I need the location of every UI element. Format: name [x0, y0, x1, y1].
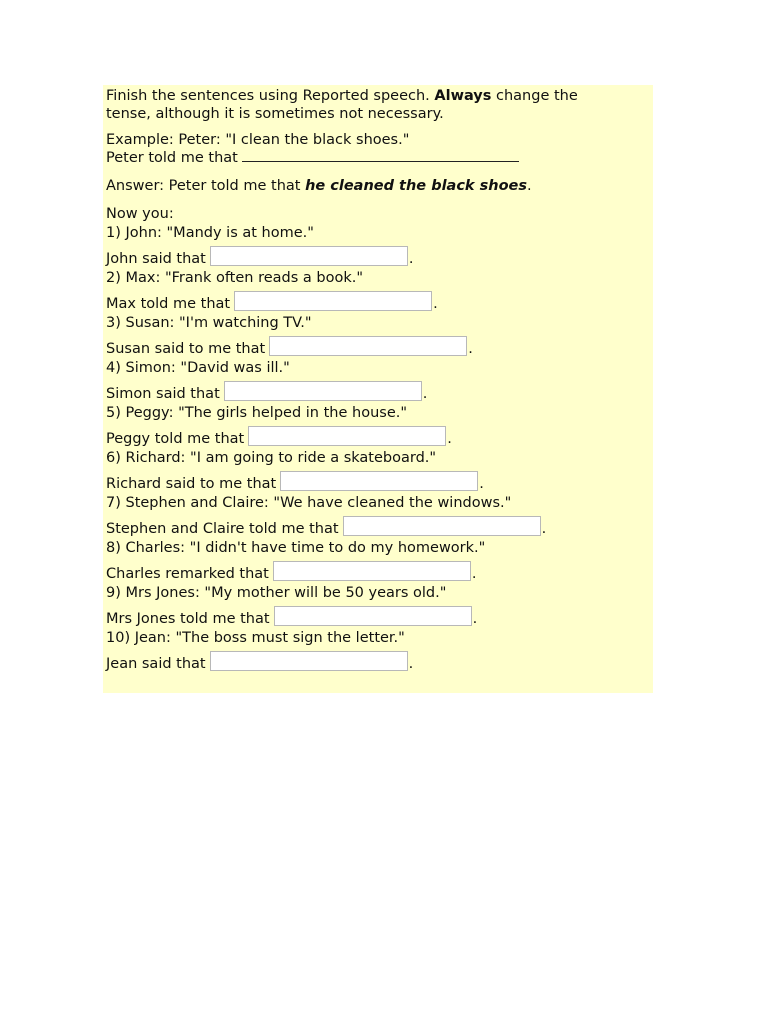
answer-input-8[interactable]	[273, 561, 471, 581]
question-prompt: 2) Max: "Frank often reads a book."	[106, 270, 364, 286]
answer-input-10[interactable]	[210, 651, 408, 671]
sentence-period: .	[471, 566, 477, 582]
sentence-period: .	[468, 341, 473, 357]
instructions-text: Finish the sentences using Reported speech.	[106, 88, 435, 104]
instructions-line-1	[106, 87, 653, 105]
answer-lead-text: Mrs Jones told me that	[106, 611, 270, 627]
example-blank-line	[242, 151, 519, 162]
question-prompt: 1) John: "Mandy is at home."	[106, 225, 314, 241]
question-answer-row	[106, 377, 653, 403]
sentence-period: .	[408, 656, 414, 672]
question-answer-row	[106, 332, 653, 358]
example-lead-text: Peter told me that	[106, 150, 243, 166]
answer-lead-text: Jean said that	[106, 656, 206, 672]
answer-lead-text: Charles remarked that	[106, 566, 269, 582]
question-prompt: 8) Charles: "I didn't have time to do my homework."	[106, 540, 486, 556]
worksheet-panel	[103, 85, 653, 693]
sentence-period: .	[479, 476, 484, 492]
question-prompt: 9) Mrs Jones: "My mother will be 50 years old."	[106, 585, 447, 601]
answer-input-7[interactable]	[343, 516, 541, 536]
sentence-period: .	[433, 296, 438, 312]
now-you-heading: Now you:	[106, 206, 174, 222]
question-answer-row	[106, 422, 653, 448]
answer-prefix: Answer: Peter told me that	[106, 178, 306, 194]
question-answer-row	[106, 512, 653, 538]
question-prompt: 4) Simon: "David was ill."	[106, 360, 290, 376]
question-list	[106, 224, 653, 673]
question-answer-row	[106, 287, 653, 313]
instructions-line-2: tense, although it is sometimes not necessary.	[106, 106, 444, 122]
answer-suffix: .	[527, 178, 532, 194]
answer-input-5[interactable]	[248, 426, 446, 446]
answer-input-4[interactable]	[224, 381, 422, 401]
question-prompt: 5) Peggy: "The girls helped in the house."	[106, 405, 408, 421]
question-answer-row	[106, 557, 653, 583]
question-prompt: 6) Richard: "I am going to ride a skateboard."	[106, 450, 437, 466]
answer-lead-text: Richard said to me that	[106, 476, 277, 492]
instructions-text-end: change the	[491, 88, 578, 104]
answer-input-6[interactable]	[280, 471, 478, 491]
question-answer-row	[106, 467, 653, 493]
answer-lead-text: Simon said that	[106, 386, 220, 402]
question-answer-row	[106, 602, 653, 628]
sentence-period: .	[408, 251, 414, 267]
sentence-period: .	[447, 431, 452, 447]
answer-emphasis: he cleaned the black shoes	[305, 178, 527, 194]
question-answer-row	[106, 242, 653, 268]
answer-lead-text: John said that	[106, 251, 206, 267]
answer-input-3[interactable]	[269, 336, 467, 356]
sentence-period: .	[541, 521, 547, 537]
example-prompt: Example: Peter: "I clean the black shoes."	[106, 132, 410, 148]
answer-lead-text: Susan said to me that	[106, 341, 266, 357]
answer-lead-text: Stephen and Claire told me that	[106, 521, 339, 537]
question-prompt: 3) Susan: "I'm watching TV."	[106, 315, 312, 331]
answer-lead-text: Peggy told me that	[106, 431, 245, 447]
answer-input-1[interactable]	[210, 246, 408, 266]
example-answer	[106, 177, 653, 195]
answer-lead-text: Max told me that	[106, 296, 231, 312]
example-lead	[106, 149, 653, 167]
question-prompt: 10) Jean: "The boss must sign the letter."	[106, 630, 405, 646]
question-answer-row	[106, 647, 653, 673]
sentence-period: .	[422, 386, 428, 402]
question-prompt: 7) Stephen and Claire: "We have cleaned the windows."	[106, 495, 512, 511]
answer-input-9[interactable]	[274, 606, 472, 626]
sentence-period: .	[472, 611, 478, 627]
instructions-bold-word: Always	[434, 88, 492, 104]
answer-input-2[interactable]	[234, 291, 432, 311]
